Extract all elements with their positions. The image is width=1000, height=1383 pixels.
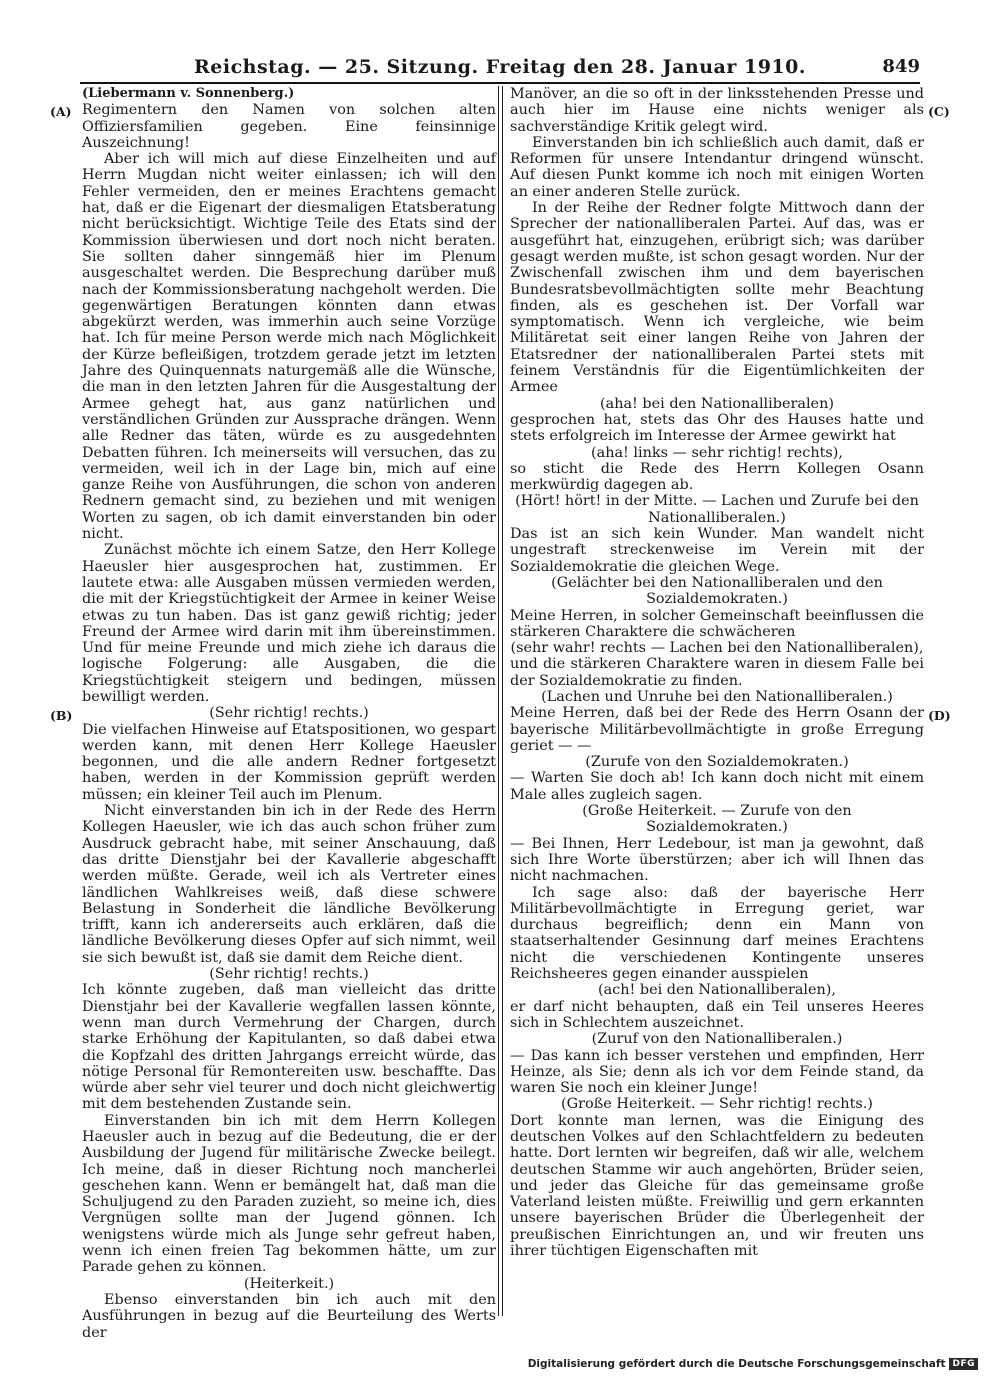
interjection: (Sehr richtig! rechts.) (209, 966, 369, 983)
page-number: 849 (882, 56, 920, 77)
interjection: (aha! bei den Nationalliberalen) (600, 395, 834, 412)
interjection: (Heiterkeit.) (243, 1275, 335, 1292)
interjection: (Große Heiterkeit. — Sehr richtig! rechts.) (561, 1096, 873, 1113)
interjection: (Zurufe von den Sozialdemokraten.) (585, 754, 849, 771)
paragraph: Ebenso einverstanden bin ich auch mit den Ausführungen in bezug auf die Beurteilung des Werts der (82, 1291, 496, 1341)
paragraph: Das ist an sich kein Wunder. Man wandelt nicht ungestraft streckenweise im Verein mit der Sozialdemokratie die gleichen Wege. (510, 526, 924, 575)
left-column (82, 86, 496, 1341)
paragraph: In der Reihe der Redner folgte Mittwoch dann der Sprecher der nationalliberalen Partei. Auf das, was er ausgeführt hat, einzugehen, erübrigt sich; was darüber gesagt werden mußte, ist schon gesagt worden. Nur der Zwischenfall zwischen ihm und dem bayerischen Bundesratsbevollmächtigten sollte mehr Beachtung finden, als es geschehen ist. Der Vorfall war symptomatisch. Wenn ich vergleiche, wie beim Militäretat seit einer langen Reihe von Jahren der Etatsredner der nationalliberalen Partei stets mit feinem Verständnis für die Eigentümlichkeiten der Armee (510, 200, 924, 396)
paragraph: Dort konnte man lernen, was die Einigung des deutschen Volkes auf den Schlachtfeldern zu bedeuten hatte. Dort lernten wir begreifen, daß wir alle, welchem deutschen Stamme wir auch angehörten, Brüder seien, und jeder das Gleiche für das gemeinsame große Vaterland leisten müßte. Freiwillig und gern erkannten unsere bayerischen Brüder die Überlegenheit der preußischen Einrichtungen an, und wir freuten uns ihrer tüchtigen Eigenschaften mit (510, 1112, 924, 1260)
digitization-credit (528, 1358, 978, 1370)
paragraph: Die vielfachen Hinweise auf Etatspositionen, wo gespart werden kann, mit denen Herr Kollege Haeusler begonnen, und die alle andern Redner fortgesetzt haben, werden in der Kommission geprüft werden müssen; ein kleiner Teil auch im Plenum. (82, 721, 496, 803)
interjection: (aha! links — sehr richtig! rechts), (591, 444, 843, 461)
running-title: Reichstag. — 25. Sitzung. Freitag den 28. Januar 1910. (193, 56, 806, 78)
paragraph: Zunächst möchte ich einem Satze, den Herr Kollege Haeusler hier ausgesprochen hat, zustimmen. Er lautete etwa: alle Ausgaben müssen vermieden werden, die mit der Kriegstüchtigkeit der Armee in keiner Weise etwas zu tun haben. Das ist ganz gewiß richtig; jeder Freund der Armee wird darin mit ihm übereinstimmen. Und für meine Freunde und mich ziehe ich daraus die logische Folgerung: alle Ausgaben, die die Kriegstüchtigkeit steigern und bedingen, müssen bewilligt werden. (82, 542, 496, 705)
column-divider (498, 86, 499, 1316)
paragraph: Meine Herren, daß bei der Rede des Herrn Osann der bayerische Militärbevollmächtigte in große Erregung geriet — — (510, 705, 924, 754)
paragraph: so sticht die Rede des Herrn Kollegen Osann merkwürdig dagegen ab. (510, 460, 924, 494)
margin-marker-b: (B) (50, 708, 73, 723)
right-column (510, 86, 924, 1259)
interjection: (Zuruf von den Nationalliberalen.) (591, 1031, 843, 1048)
interjection: (Gelächter bei den Nationalliberalen und den Sozialdemokraten.) (551, 574, 883, 608)
paragraph: — Das kann ich besser verstehen und empfinden, Herr Heinze, als Sie; denn als ich vor dem Feinde stand, da waren Sie noch ein kleiner Junge! (510, 1047, 924, 1097)
paragraph: Meine Herren, in solcher Gemeinschaft beeinflussen die stärkeren Charaktere die schwächeren (510, 607, 924, 640)
interjection: (sehr wahr! rechts — Lachen bei den Nationalliberalen), (510, 640, 924, 657)
speaker-attribution: (Liebermann v. Sonnenberg.) (82, 86, 295, 101)
interjection: (ach! bei den Nationalliberalen), (598, 982, 836, 999)
paragraph: Nicht einverstanden bin ich in der Rede des Herrn Kollegen Haeusler, wie ich das auch schon früher zum Ausdruck gebracht habe, mit seiner Anschauung, daß das dritte Dienstjahr bei der Kavallerie abgeschafft werden müßte. Gerade, weil ich als Vertreter eines ländlichen Wahlkreises weiß, daß diese schwere Belastung in Sonderheit die ländliche Bevölkerung trifft, kann ich andererseits auch erklären, daß die ländliche Bevölkerung dieses Opfer auf sich nimmt, weil sie sich bewußt ist, daß sie damit dem Reiche dient. (82, 803, 496, 966)
page-header (80, 56, 920, 84)
paragraph: Manöver, an die so oft in der linksstehenden Presse und auch hier im Hause eine nichts weniger als sachverständige Kritik gelegt wird. (510, 86, 924, 135)
interjection: (Lachen und Unruhe bei den Nationalliberalen.) (541, 688, 893, 705)
column-divider-inner (502, 86, 503, 1316)
interjection: (Große Heiterkeit. — Zurufe von den Sozialdemokraten.) (582, 803, 852, 836)
margin-marker-c: (C) (928, 104, 950, 119)
dfg-logo: DFG (949, 1358, 978, 1370)
paragraph: und die stärkeren Charaktere waren in diesem Falle bei der Sozialdemokratie zu finden. (510, 656, 924, 689)
interjection: (Hört! hört! in der Mitte. — Lachen und Zurufe bei den Nationalliberalen.) (515, 493, 919, 526)
margin-marker-a: (A) (50, 104, 72, 119)
paragraph: Regimentern den Namen von solchen alten Offiziersfamilien gegeben. Eine feinsinnige Auszeichnung! (82, 102, 496, 151)
paragraph: Einverstanden bin ich schließlich auch damit, daß er Reformen für unsere Intendantur dringend wünscht. Auf diesen Punkt komme ich noch mit einigen Worten an einer anderen Stelle zurück. (510, 134, 924, 200)
paragraph: — Bei Ihnen, Herr Ledebour, ist man ja gewohnt, daß sich Ihre Worte überstürzen; aber ich will Ihnen das nicht nachmachen. (510, 835, 924, 885)
paragraph: er darf nicht behaupten, daß ein Teil unseres Heeres sich in Schlechtem auszeichnet. (510, 998, 924, 1031)
paragraph: Einverstanden bin ich mit dem Herrn Kollegen Haeusler auch in bezug auf die Bedeutung, die er der Ausbildung der Jugend für militärische Zwecke beilegt. Ich meine, daß in dieser Richtung noch mancherlei geschehen kann. Wenn er bemängelt hat, daß man die Schuljugend zu den Paraden zuzieht, so meine ich, dies Vergnügen sollte man der Jugend gönnen. Ich wenigstens würde mich als Junge sehr gefreut haben, wenn ich einen freien Tag bekommen hätte, um zur Parade gehen zu können. (82, 1112, 496, 1276)
paragraph: — Warten Sie doch ab! Ich kann doch nicht mit einem Male alles zugleich sagen. (510, 770, 924, 803)
margin-marker-d: (D) (928, 708, 951, 723)
paragraph: Ich könnte zugeben, daß man vielleicht das dritte Dienstjahr bei der Kavallerie wegfallen lassen könnte, wenn man durch Vermehrung der Chargen, durch starke Erhöhung der Kapitulanten, so daß dabei etwa die Kopfzahl des dritten Jahrgangs erreicht würde, das nötige Personal für Remontereiten usw. beschaffte. Das würde aber sehr viel teurer und doch nicht gleichwertig mit dem bestehenden Zustande sein. (82, 982, 496, 1113)
interjection: (Sehr richtig! rechts.) (209, 705, 369, 722)
paragraph: Ich sage also: daß der bayerische Herr Militärbevollmächtigte in Erregung geriet, war durchaus begreiflich; denn ein Mann von staatserhaltender Gesinnung darf meines Erachtens nicht die verschiedenen Kontingente unseres Reichsheeres gegen einander ausspielen (510, 884, 924, 983)
paragraph: gesprochen hat, stets das Ohr des Hauses hatte und stets erfolgreich im Interesse der Armee gewirkt hat (510, 411, 924, 445)
credit-text: Digitalisierung gefördert durch die Deutsche Forschungsgemeinschaft (527, 1358, 946, 1370)
paragraph: Aber ich will mich auf diese Einzelheiten und auf Herrn Mugdan nicht weiter einlassen; ich will den Fehler vermeiden, den er meines Erachtens gemacht hat, daß er die Eigenart der diesmaligen Etatsberatung nicht berücksichtigt. Wichtige Teile des Etats sind der Kommission überwiesen und dort noch nicht beraten. Sie sollten daher sinngemäß hier im Plenum ausgeschaltet werden. Die Besprechung darüber muß nach der Kommissionsberatung nachgeholt werden. Die gegenwärtigen Beratungen könnten dann etwas abgekürzt werden, was immerhin auch seine Vorzüge hat. Ich für meine Person werde mich nach Möglichkeit der Kürze befleißigen, trotzdem gerade jetzt im letzten Jahre des Quinquennats naturgemäß alle die Wünsche, die man in den letzten Jahren für die Ausgestaltung der Armee gehegt hat, aus ganz natürlichen und verständlichen Gründen zur Aussprache drängen. Wenn alle Redner das täten, würde es zu ausgedehnten Debatten führen. Ich meinerseits will versuchen, das zu vermeiden, weil ich in der Lage bin, mich auf eine ganze Reihe von Ausführungen, die schon von anderen Rednern gemacht sind, zu beziehen und mit wenigen Worten zu sagen, ob ich damit einverstanden bin oder nicht. (82, 151, 496, 543)
